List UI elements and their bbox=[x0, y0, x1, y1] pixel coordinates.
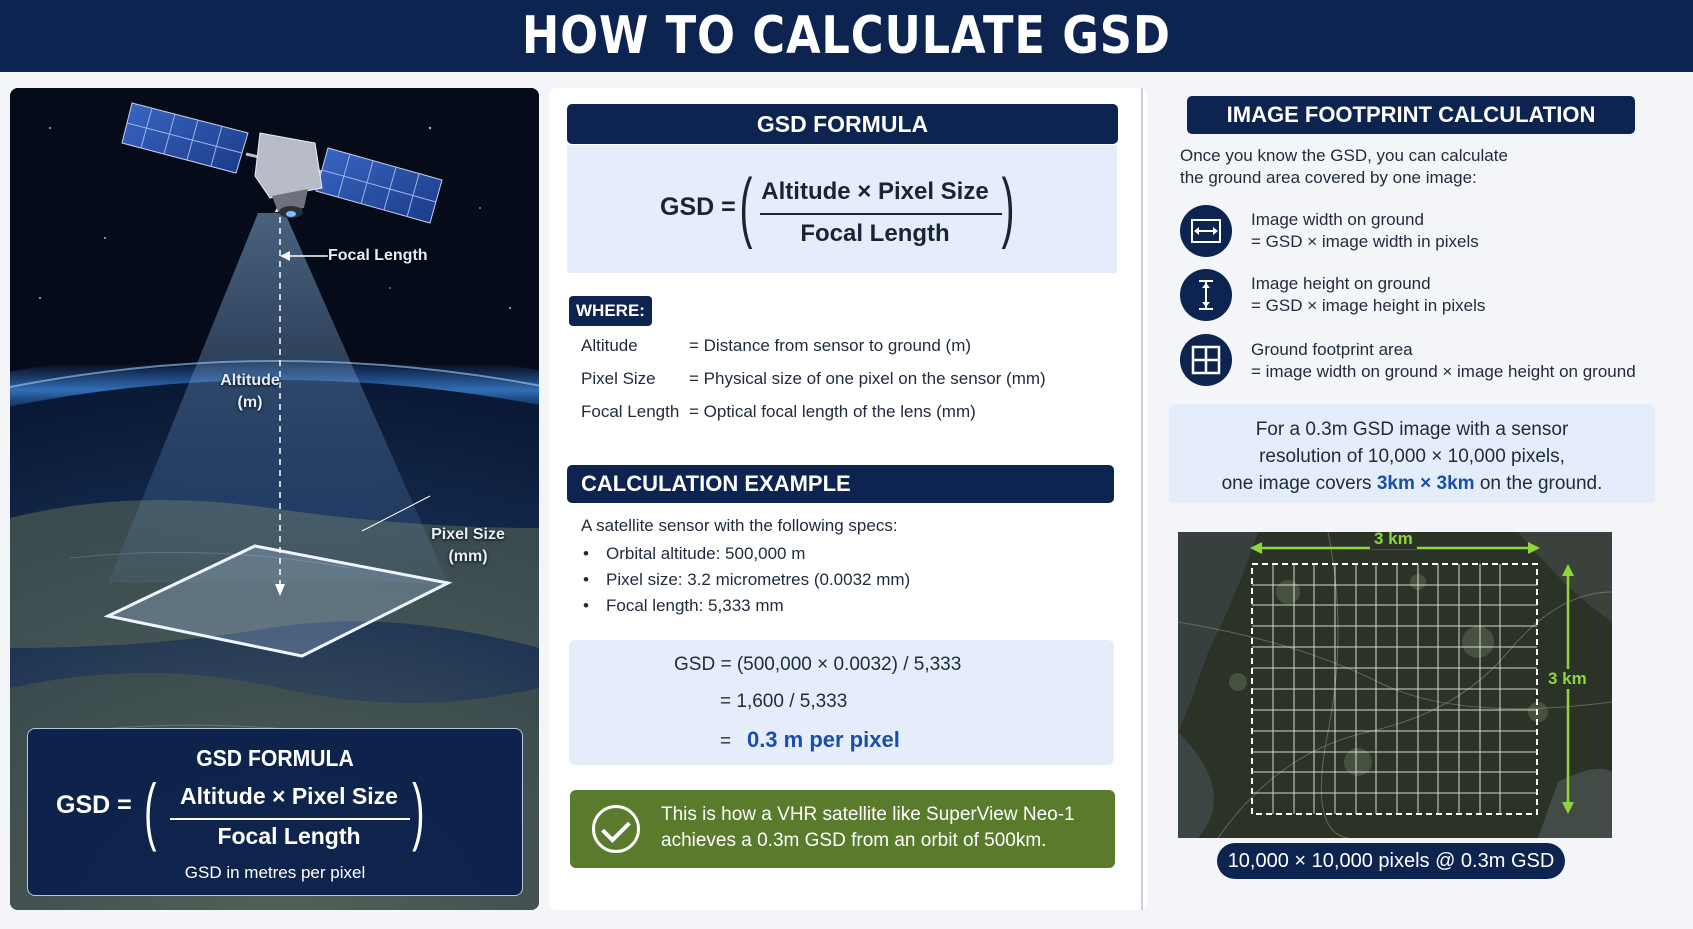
calculation-example-header-text: CALCULATION EXAMPLE bbox=[581, 471, 851, 496]
pixel-size-label bbox=[418, 524, 518, 568]
calc-result: 0.3 m per pixel bbox=[746, 727, 900, 752]
column-divider bbox=[1141, 88, 1143, 910]
pixel-size-label-unit: (mm) bbox=[448, 548, 488, 565]
formula-fraction-bar bbox=[760, 213, 1002, 215]
image-caption-pill: 10,000 × 10,000 pixels @ 0.3m GSD bbox=[1217, 843, 1565, 879]
gsd-formula-header bbox=[567, 104, 1118, 144]
example-intro: A satellite sensor with the following specs: bbox=[581, 516, 898, 535]
footprint-example-note bbox=[1169, 404, 1655, 503]
area-item-formula: = image width on ground × image height on ground bbox=[1251, 362, 1636, 381]
calc-line-3 bbox=[720, 727, 900, 753]
left-formula-denominator: Focal Length bbox=[217, 823, 361, 849]
footprint-header-text: IMAGE FOOTPRINT CALCULATION bbox=[1226, 102, 1596, 127]
checkmark-icon bbox=[592, 805, 640, 853]
width-arrows-icon bbox=[1180, 205, 1232, 257]
left-paren-open: ( bbox=[144, 769, 157, 852]
grid-area-icon bbox=[1180, 334, 1232, 386]
conclusion-line-1: This is how a VHR satellite like SuperView Neo-1 bbox=[661, 804, 1075, 825]
left-formula-numerator: Altitude × Pixel Size bbox=[180, 783, 398, 809]
left-formula-note: GSD in metres per pixel bbox=[184, 863, 366, 882]
height-arrows-icon bbox=[1180, 269, 1232, 321]
height-item bbox=[1251, 273, 1485, 317]
satellite-illustration-panel bbox=[10, 88, 539, 910]
definition-text: = Optical focal length of the lens (mm) bbox=[689, 402, 976, 421]
width-dimension-label: 3 km bbox=[1370, 532, 1417, 549]
width-item bbox=[1251, 209, 1479, 253]
focal-length-label: Focal Length bbox=[328, 247, 428, 264]
list-item-text: Orbital altitude: 500,000 m bbox=[606, 544, 806, 563]
note-line-1: For a 0.3m GSD image with a sensor bbox=[1255, 419, 1569, 440]
calc-line-2: = 1,600 / 5,333 bbox=[720, 691, 848, 712]
altitude-label-unit: (m) bbox=[237, 394, 263, 411]
conclusion-line-2: achieves a 0.3m GSD from an orbit of 500km. bbox=[661, 830, 1047, 851]
calc-line-1: GSD = (500,000 × 0.0032) / 5,333 bbox=[674, 654, 962, 675]
definition-text: = Physical size of one pixel on the sensor (mm) bbox=[689, 369, 1046, 388]
left-formula-box bbox=[27, 728, 523, 896]
formula-numerator: Altitude × Pixel Size bbox=[761, 178, 989, 205]
gsd-formula-panel bbox=[567, 145, 1117, 273]
formula-paren-close: ) bbox=[1001, 162, 1015, 250]
left-fraction-bar bbox=[170, 818, 410, 820]
width-item-formula: = GSD × image width in pixels bbox=[1251, 232, 1479, 251]
calculation-example-header bbox=[567, 465, 1114, 503]
definition-term: Altitude bbox=[581, 336, 638, 355]
definition-text: = Distance from sensor to ground (m) bbox=[689, 336, 972, 355]
pixel-size-label-text: Pixel Size bbox=[431, 526, 505, 543]
area-item-title: Ground footprint area bbox=[1251, 340, 1413, 359]
footprint-intro bbox=[1180, 145, 1600, 189]
formula-denominator: Focal Length bbox=[800, 220, 950, 247]
height-item-title: Image height on ground bbox=[1251, 274, 1431, 293]
area-item bbox=[1251, 339, 1636, 383]
footprint-header bbox=[1187, 96, 1635, 134]
list-item-text: Pixel size: 3.2 micrometres (0.0032 mm) bbox=[606, 570, 911, 589]
left-paren-close: ) bbox=[412, 769, 425, 852]
width-item-title: Image width on ground bbox=[1251, 210, 1424, 229]
note-highlight: 3km × 3km bbox=[1376, 473, 1475, 494]
calc-equals: = bbox=[720, 731, 732, 752]
definition-term: Focal Length bbox=[581, 402, 680, 421]
note-line-2: resolution of 10,000 × 10,000 pixels, bbox=[1259, 446, 1565, 467]
formula-gsd: GSD = bbox=[660, 193, 736, 221]
altitude-label bbox=[200, 370, 300, 414]
height-item-formula: = GSD × image height in pixels bbox=[1251, 296, 1486, 315]
conclusion-box bbox=[570, 790, 1115, 868]
footprint-intro-line-2: the ground area covered by one image: bbox=[1180, 168, 1477, 187]
note-line-3-start: one image covers bbox=[1221, 473, 1377, 494]
altitude-label-text: Altitude bbox=[220, 372, 280, 389]
page-title: HOW TO CALCULATE GSD bbox=[521, 6, 1171, 66]
left-formula-gsd: GSD = bbox=[56, 791, 132, 819]
note-line-3 bbox=[1169, 470, 1655, 497]
satellite-image bbox=[1178, 532, 1612, 838]
height-dimension-label: 3 km bbox=[1548, 669, 1587, 688]
note-line-3-end: on the ground. bbox=[1474, 473, 1603, 494]
list-item-text: Focal length: 5,333 mm bbox=[606, 596, 784, 615]
formula-paren-open: ( bbox=[739, 162, 753, 250]
title-banner bbox=[0, 0, 1693, 72]
calculation-box bbox=[569, 640, 1114, 765]
definition-term: Pixel Size bbox=[581, 369, 656, 388]
where-badge: WHERE: bbox=[569, 296, 652, 326]
footprint-intro-line-1: Once you know the GSD, you can calculate bbox=[1180, 146, 1508, 165]
gsd-formula-header-text: GSD FORMULA bbox=[756, 110, 929, 137]
left-formula-title: GSD FORMULA bbox=[196, 745, 354, 771]
